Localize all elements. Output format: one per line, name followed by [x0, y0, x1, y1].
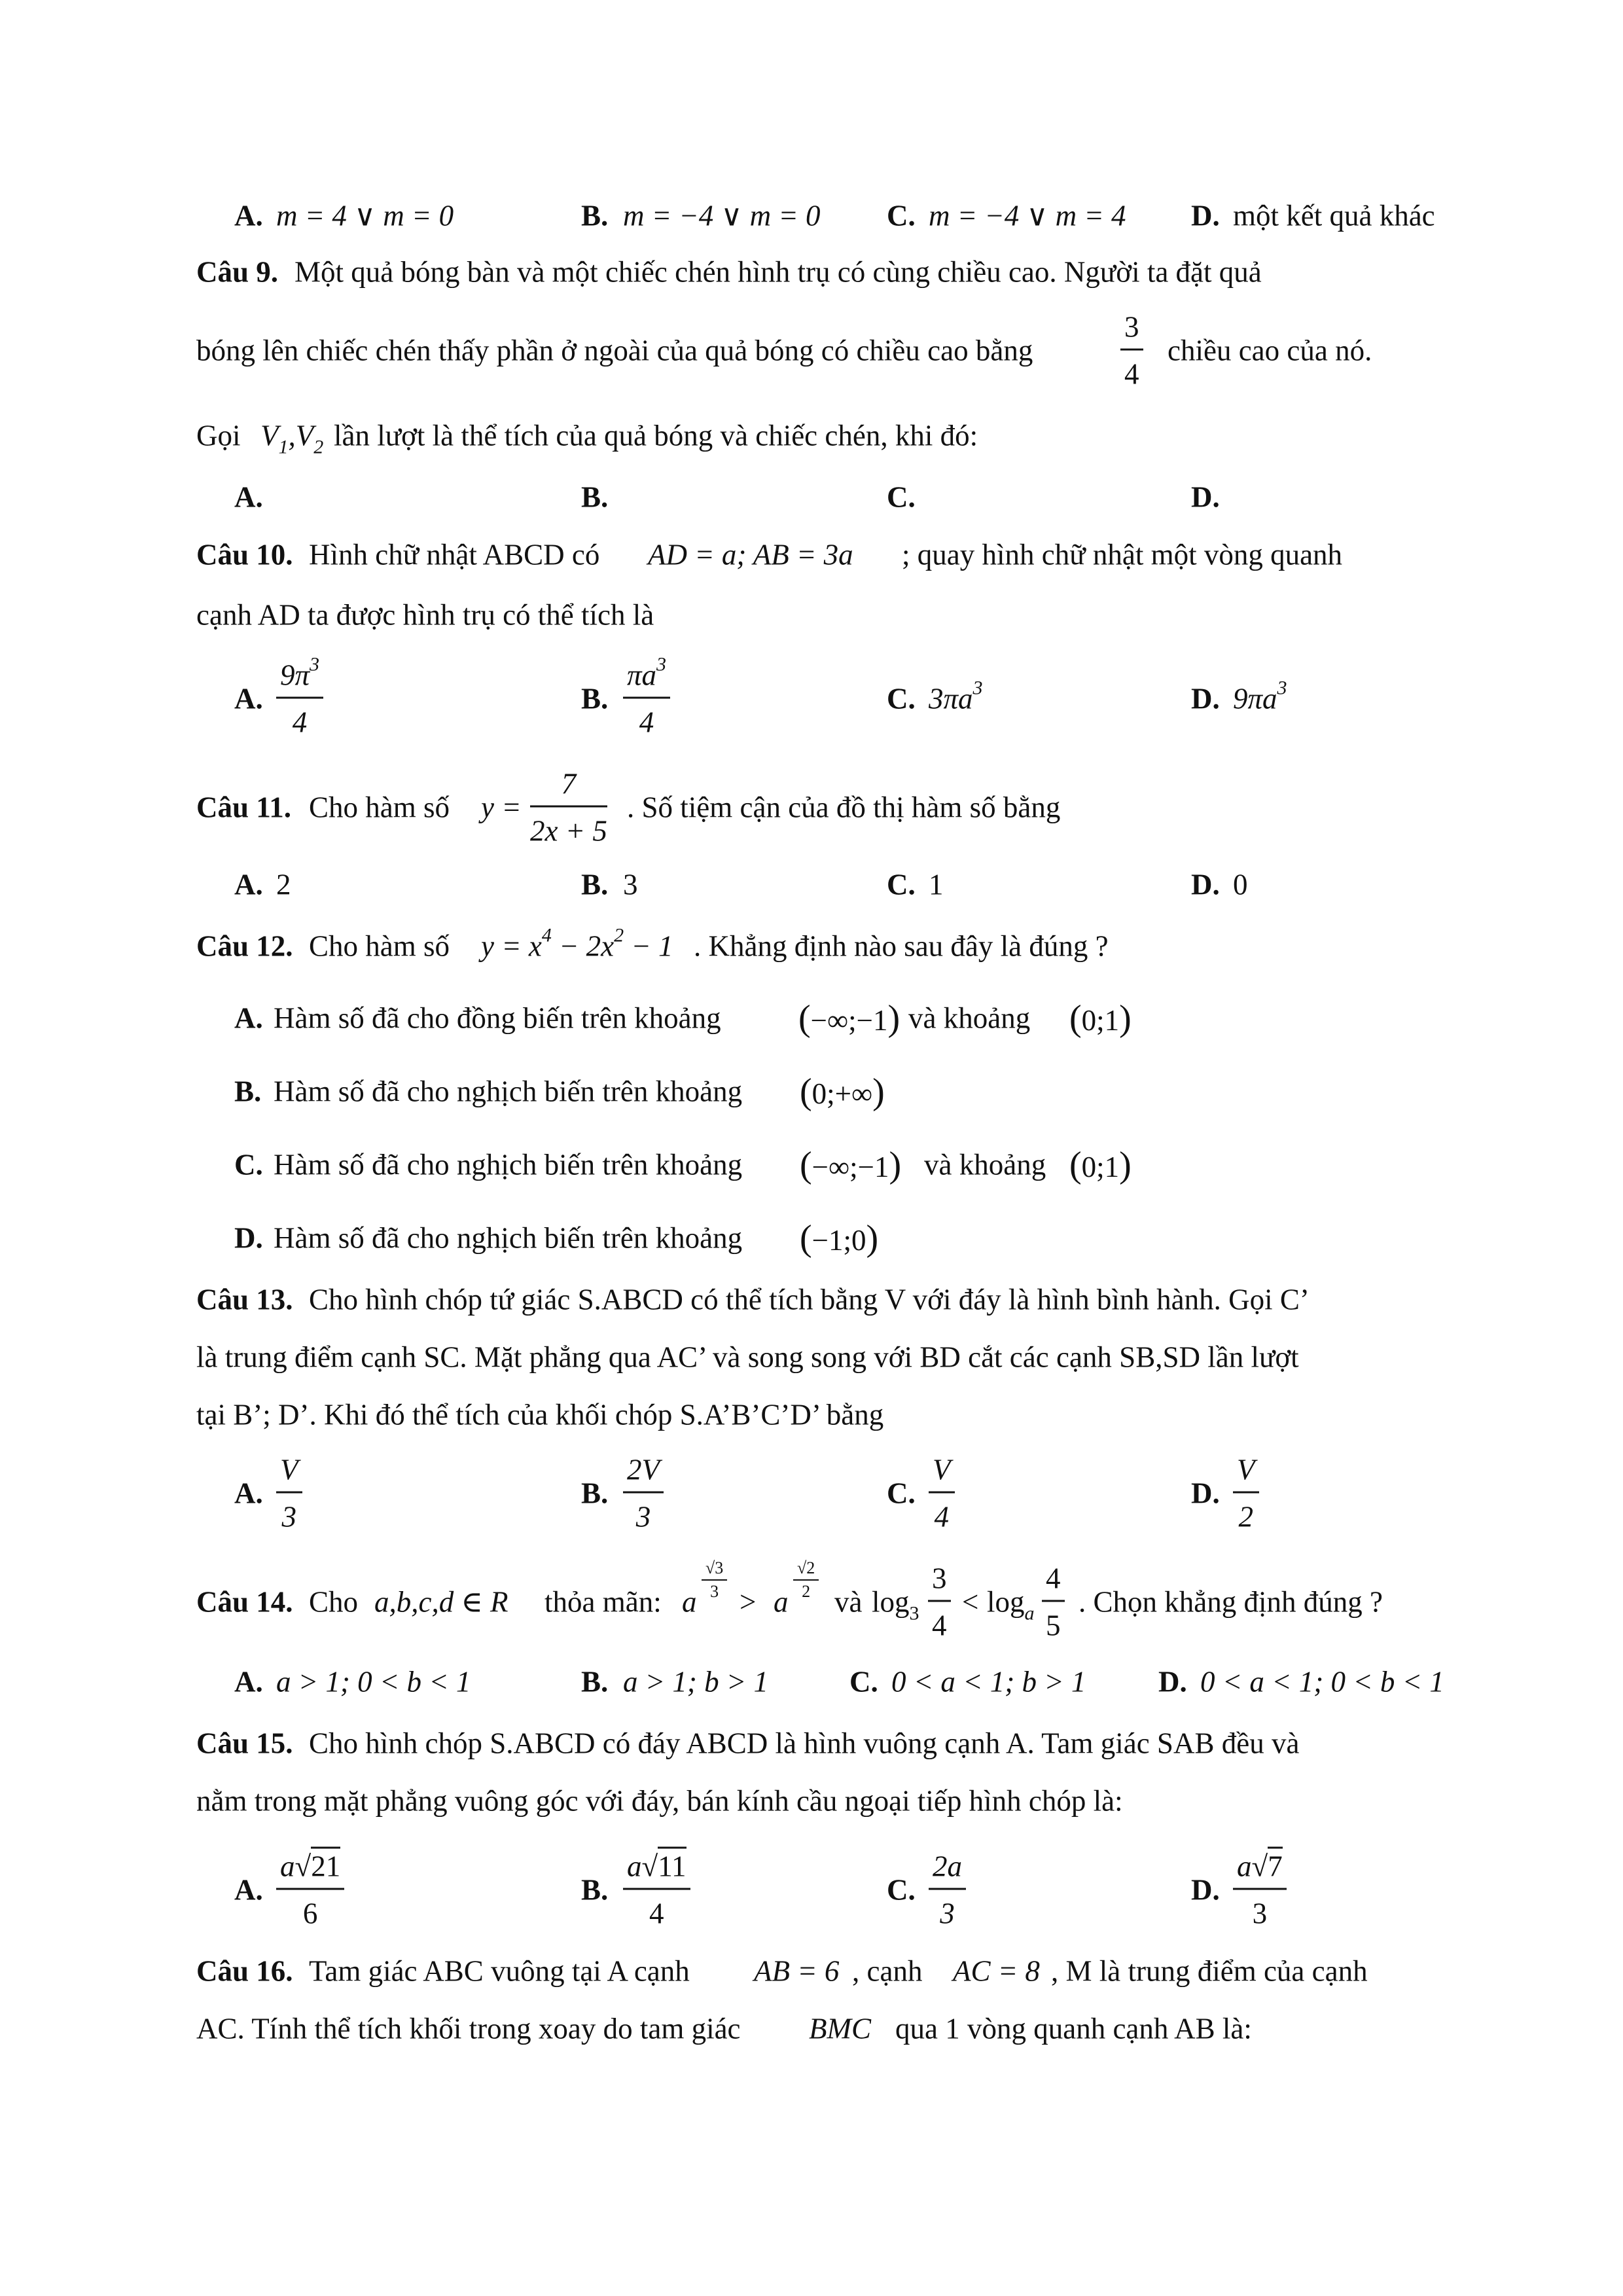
- q11-option-a-label: A.: [234, 868, 263, 901]
- q14-option-c-label: C.: [849, 1665, 878, 1698]
- q15-option-a-fraction: [276, 1852, 344, 1929]
- q14-log2-den: 5: [1046, 1609, 1061, 1642]
- q12-function: [481, 924, 673, 963]
- q11-option-c-text: 1: [929, 868, 944, 901]
- q11-pre: Cho hàm số: [309, 791, 450, 824]
- q9-line-2-text: bóng lên chiếc chén thấy phần ở ngoài của quả bóng có chiều cao bằng: [196, 334, 1033, 367]
- q12-option-c-label: C.: [234, 1148, 263, 1181]
- q14-post: . Chọn khẳng định đúng ?: [1079, 1585, 1383, 1619]
- q16-line-2-a: AC. Tính thể tích khối trong xoay do tam giác: [196, 2012, 741, 2045]
- q12-option-d-text: Hàm số đã cho nghịch biến trên khoảng: [274, 1221, 743, 1255]
- q11-option-c-label: C.: [887, 868, 916, 901]
- q14-exp2-base: a: [774, 1585, 789, 1619]
- q15-option-d-denominator: 3: [1252, 1897, 1268, 1930]
- q11-label: Câu 11.: [196, 791, 292, 824]
- q13-option-c-numerator: V: [929, 1456, 955, 1494]
- q13-option-c-fraction: [929, 1453, 955, 1534]
- q16-label: Câu 16.: [196, 1954, 293, 1988]
- q14-vars: a,b,c,d ∈ R: [374, 1585, 508, 1619]
- q14-exp2-den: 2: [802, 1582, 811, 1601]
- q11-fraction-denominator: 2x + 5: [530, 814, 607, 848]
- q15-line-1-text: Cho hình chóp S.ABCD có đáy ABCD là hình vuông cạnh A. Tam giác SAB đều và: [309, 1727, 1300, 1760]
- q10-option-d-text: [1233, 677, 1287, 715]
- q13-option-b-numerator: 2V: [623, 1456, 664, 1494]
- q12-option-a-int1-text: −∞;−1: [810, 1004, 888, 1037]
- q14-exp1-den: 3: [710, 1582, 719, 1601]
- q14-log1: [872, 1585, 919, 1624]
- q10-math: AD = a; AB = 3a: [648, 538, 853, 571]
- q14-option-a-label: A.: [234, 1665, 263, 1698]
- q10-option-c-text: [929, 677, 983, 715]
- q12-option-b-interval: (0;+∞): [800, 1071, 885, 1112]
- q15-option-c-fraction: [929, 1852, 966, 1929]
- q10-option-a-denominator: 4: [292, 706, 308, 739]
- q12-option-c-int2-text: 0;1: [1081, 1151, 1120, 1183]
- q9-option-b-label: B.: [581, 480, 609, 514]
- q14-mid: thỏa mãn:: [544, 1585, 662, 1619]
- q14-log1-sub: 3: [909, 1602, 919, 1624]
- q16-line-2-b: qua 1 vòng quanh cạnh AB là:: [895, 2012, 1252, 2045]
- q13-line-2-text: là trung điểm cạnh SC. Mặt phẳng qua AC’ và song song với BD cắt các cạnh SB,SD lần lượt: [196, 1340, 1299, 1374]
- q14-option-d-text: 0 < a < 1; 0 < b < 1: [1200, 1665, 1444, 1698]
- q12-option-a-interval-1: (−∞;−1): [798, 998, 901, 1039]
- q13-option-a-numerator: V: [276, 1456, 302, 1494]
- q13-option-a-fraction: [276, 1453, 302, 1534]
- q11-option-d-label: D.: [1191, 868, 1220, 901]
- q9-fraction-denominator: 4: [1124, 357, 1139, 391]
- q15-option-b-denominator: 4: [649, 1897, 664, 1930]
- q15-option-b-num-root: 11: [658, 1847, 686, 1883]
- q10-option-d-main: 9πa: [1233, 682, 1277, 715]
- q12-option-a-text: Hàm số đã cho đồng biến trên khoảng: [274, 1001, 721, 1035]
- q14-option-c-text: 0 < a < 1; b > 1: [891, 1665, 1086, 1698]
- q9-line-3-post: lần lượt là thể tích của quả bóng và chiếc chén, khi đó:: [334, 419, 978, 452]
- q12-func-y: y = x: [481, 929, 542, 963]
- q9-line-1-text: Một quả bóng bàn và một chiếc chén hình trụ có cùng chiều cao. Người ta đặt quả: [294, 255, 1262, 289]
- q14-exp1-num: √3: [702, 1560, 727, 1581]
- q12-func-sup1: 4: [541, 924, 552, 946]
- q8-option-c-text: m = −4 ∨ m = 4: [929, 199, 1126, 232]
- q14-log1-fraction: [928, 1564, 951, 1641]
- q12-option-b-int1-text: 0;+∞: [812, 1077, 873, 1110]
- q15-option-a-label: A.: [234, 1873, 263, 1907]
- q13-option-b-label: B.: [581, 1477, 609, 1510]
- q12-option-a-int2-text: 0;1: [1081, 1004, 1120, 1037]
- q14-exp2-num: √2: [793, 1560, 819, 1581]
- q12-option-c-interval-1: (−∞;−1): [800, 1145, 902, 1185]
- q12-option-c-and: và khoảng: [924, 1148, 1046, 1181]
- q9-option-c-label: C.: [887, 480, 916, 514]
- q14-log2-num: 4: [1042, 1564, 1065, 1602]
- q8-option-c-label: C.: [887, 199, 916, 232]
- q9-option-a-label: A.: [234, 480, 263, 514]
- q10-line-1-post: ; quay hình chữ nhật một vòng quanh: [902, 538, 1343, 571]
- q11-option-a-text: 2: [276, 868, 291, 901]
- q11-option-b-text: 3: [623, 868, 638, 901]
- q12-option-d-label: D.: [234, 1221, 263, 1255]
- q12-option-c-interval-2: (0;1): [1069, 1145, 1132, 1185]
- q12-option-b-text: Hàm số đã cho nghịch biến trên khoảng: [274, 1075, 743, 1108]
- q8-option-b-text: m = −4 ∨ m = 0: [623, 199, 821, 232]
- q16-line-1-b: , cạnh: [852, 1954, 923, 1988]
- q15-line-2-text: nằm trong mặt phẳng vuông góc với đáy, bán kính cầu ngoại tiếp hình chóp là:: [196, 1784, 1123, 1818]
- q12-func-mid: − 2x: [551, 929, 615, 963]
- q13-option-a-label: A.: [234, 1477, 263, 1510]
- q12-option-a-and: và khoảng: [908, 1001, 1031, 1035]
- q10-option-b-sup: 3: [656, 653, 667, 675]
- q9-v1-v2: [260, 419, 324, 458]
- q10-option-d-label: D.: [1191, 682, 1220, 715]
- q13-option-b-fraction: [623, 1453, 664, 1534]
- q15-option-d-numerator: a√7: [1233, 1852, 1287, 1890]
- q9-v2: V: [295, 419, 314, 452]
- q13-option-d-denominator: 2: [1238, 1500, 1253, 1534]
- q14-log2: [987, 1585, 1035, 1624]
- q15-option-b-fraction: [623, 1852, 690, 1929]
- q13-option-d-numerator: V: [1233, 1456, 1259, 1494]
- q10-option-a-fraction: [276, 653, 323, 739]
- q14-option-b-label: B.: [581, 1665, 609, 1698]
- q10-option-a-num-text: 9π: [280, 658, 310, 692]
- q12-post: . Khẳng định nào sau đây là đúng ?: [694, 929, 1109, 963]
- q15-option-b-num-a: a: [627, 1850, 642, 1883]
- q9-option-d-label: D.: [1191, 480, 1220, 514]
- q10-option-b-fraction: [623, 653, 670, 739]
- q14-exp2: [793, 1560, 819, 1600]
- q8-option-a-label: A.: [234, 199, 263, 232]
- q15-option-a-denominator: 6: [302, 1897, 318, 1930]
- q10-option-b-num-text: πa: [627, 658, 657, 692]
- q16-math-bmc: BMC: [809, 2012, 871, 2045]
- q14-option-a-text: a > 1; 0 < b < 1: [276, 1665, 471, 1698]
- q9-fraction: [1120, 310, 1143, 391]
- q9-fraction-numerator: 3: [1120, 313, 1143, 351]
- q10-line-1-pre: Hình chữ nhật ABCD có: [309, 538, 600, 571]
- q15-option-b-numerator: a√11: [623, 1852, 690, 1890]
- q15-option-d-fraction: [1233, 1852, 1287, 1929]
- q15-option-d-label: D.: [1191, 1873, 1220, 1907]
- q15-option-c-numerator: 2a: [929, 1852, 966, 1890]
- q13-option-a-denominator: 3: [281, 1500, 296, 1534]
- q8-option-a-text: m = 4 ∨ m = 0: [276, 199, 454, 232]
- q12-option-d-int1-text: −1;0: [812, 1224, 866, 1257]
- q14-pre: Cho: [309, 1585, 359, 1619]
- q9-label: Câu 9.: [196, 255, 279, 289]
- q13-option-c-denominator: 4: [934, 1500, 949, 1534]
- q9-comma: ,: [288, 419, 296, 452]
- q16-math-ab: AB = 6: [754, 1954, 840, 1988]
- q10-line-2-text: cạnh AD ta được hình trụ có thể tích là: [196, 598, 654, 632]
- q13-label: Câu 13.: [196, 1283, 293, 1316]
- q13-option-d-fraction: [1233, 1453, 1259, 1534]
- q14-log1-den: 4: [932, 1609, 947, 1642]
- q14-log1-text: log: [872, 1585, 910, 1619]
- q11-fraction: [530, 767, 607, 848]
- q14-log2-text: log: [987, 1585, 1025, 1619]
- q16-line-1-c: , M là trung điểm của cạnh: [1051, 1954, 1368, 1988]
- q15-option-a-num-a: a: [280, 1850, 295, 1883]
- q9-v2-sub: 2: [313, 436, 324, 458]
- q15-option-d-num-root: 7: [1268, 1847, 1283, 1883]
- q12-func-end: − 1: [624, 929, 673, 963]
- q9-v1-sub: 1: [278, 436, 289, 458]
- q11-post: . Số tiệm cận của đồ thị hàm số bằng: [627, 791, 1061, 824]
- q13-option-c-label: C.: [887, 1477, 916, 1510]
- q15-option-a-num-root: 21: [311, 1847, 340, 1883]
- q14-option-d-label: D.: [1158, 1665, 1187, 1698]
- q10-option-a-label: A.: [234, 682, 263, 715]
- q10-label: Câu 10.: [196, 538, 293, 571]
- q15-option-b-label: B.: [581, 1873, 609, 1907]
- q14-log2-fraction: [1042, 1564, 1065, 1641]
- q16-line-1-a: Tam giác ABC vuông tại A cạnh: [309, 1954, 690, 1988]
- q10-option-d-sup: 3: [1277, 677, 1287, 699]
- q14-exp1-base: a: [682, 1585, 697, 1619]
- q16-math-ac: AC = 8: [953, 1954, 1040, 1988]
- q12-option-a-label: A.: [234, 1001, 263, 1035]
- q9-line-3-pre: Gọi: [196, 419, 241, 452]
- q14-label: Câu 14.: [196, 1585, 293, 1619]
- q10-option-b-denominator: 4: [639, 706, 654, 739]
- q12-pre: Cho hàm số: [309, 929, 450, 963]
- q12-option-a-interval-2: (0;1): [1069, 998, 1132, 1039]
- q12-label: Câu 12.: [196, 929, 293, 963]
- q11-y-eq: y =: [481, 791, 522, 824]
- q14-option-b-text: a > 1; b > 1: [623, 1665, 768, 1698]
- q10-option-c-main: 3πa: [929, 682, 973, 715]
- q10-option-c-label: C.: [887, 682, 916, 715]
- q15-option-d-num-a: a: [1237, 1850, 1252, 1883]
- q12-option-b-label: B.: [234, 1075, 262, 1108]
- q12-option-d-interval: (−1;0): [800, 1218, 879, 1259]
- q14-and: và: [834, 1585, 863, 1619]
- q13-line-1-text: Cho hình chóp tứ giác S.ABCD có thể tích bằng V với đáy là hình bình hành. Gọi C’: [309, 1283, 1310, 1316]
- q15-option-a-numerator: a√21: [276, 1852, 344, 1890]
- q11-option-d-text: 0: [1233, 868, 1248, 901]
- q14-lt: <: [962, 1585, 979, 1619]
- q8-option-d-text: một kết quả khác: [1233, 199, 1435, 232]
- q14-gt: >: [740, 1585, 757, 1619]
- q9-v1: V: [260, 419, 279, 452]
- q13-option-b-denominator: 3: [635, 1500, 651, 1534]
- q13-option-d-label: D.: [1191, 1477, 1220, 1510]
- q14-log2-sub: a: [1024, 1602, 1035, 1624]
- q10-option-c-sup: 3: [972, 677, 983, 699]
- q8-option-d-label: D.: [1191, 199, 1220, 232]
- q12-func-sup2: 2: [614, 924, 624, 946]
- q14-log1-num: 3: [928, 1564, 951, 1602]
- q15-label: Câu 15.: [196, 1727, 293, 1760]
- q13-line-3-text: tại B’; D’. Khi đó thể tích của khối chóp S.A’B’C’D’ bằng: [196, 1398, 884, 1431]
- q11-fraction-numerator: 7: [530, 770, 607, 808]
- q8-option-b-label: B.: [581, 199, 609, 232]
- q15-option-c-label: C.: [887, 1873, 916, 1907]
- q10-option-b-label: B.: [581, 682, 609, 715]
- q11-option-b-label: B.: [581, 868, 609, 901]
- q12-option-c-int1-text: −∞;−1: [812, 1151, 889, 1183]
- q9-line-2-post: chiều cao của nó.: [1168, 334, 1372, 367]
- q10-option-b-numerator: [623, 653, 670, 699]
- q15-option-c-denominator: 3: [940, 1897, 955, 1930]
- q10-option-a-sup: 3: [310, 653, 320, 675]
- q12-option-c-text: Hàm số đã cho nghịch biến trên khoảng: [274, 1148, 743, 1181]
- q14-exp1: [702, 1560, 727, 1600]
- q10-option-a-numerator: [276, 653, 323, 699]
